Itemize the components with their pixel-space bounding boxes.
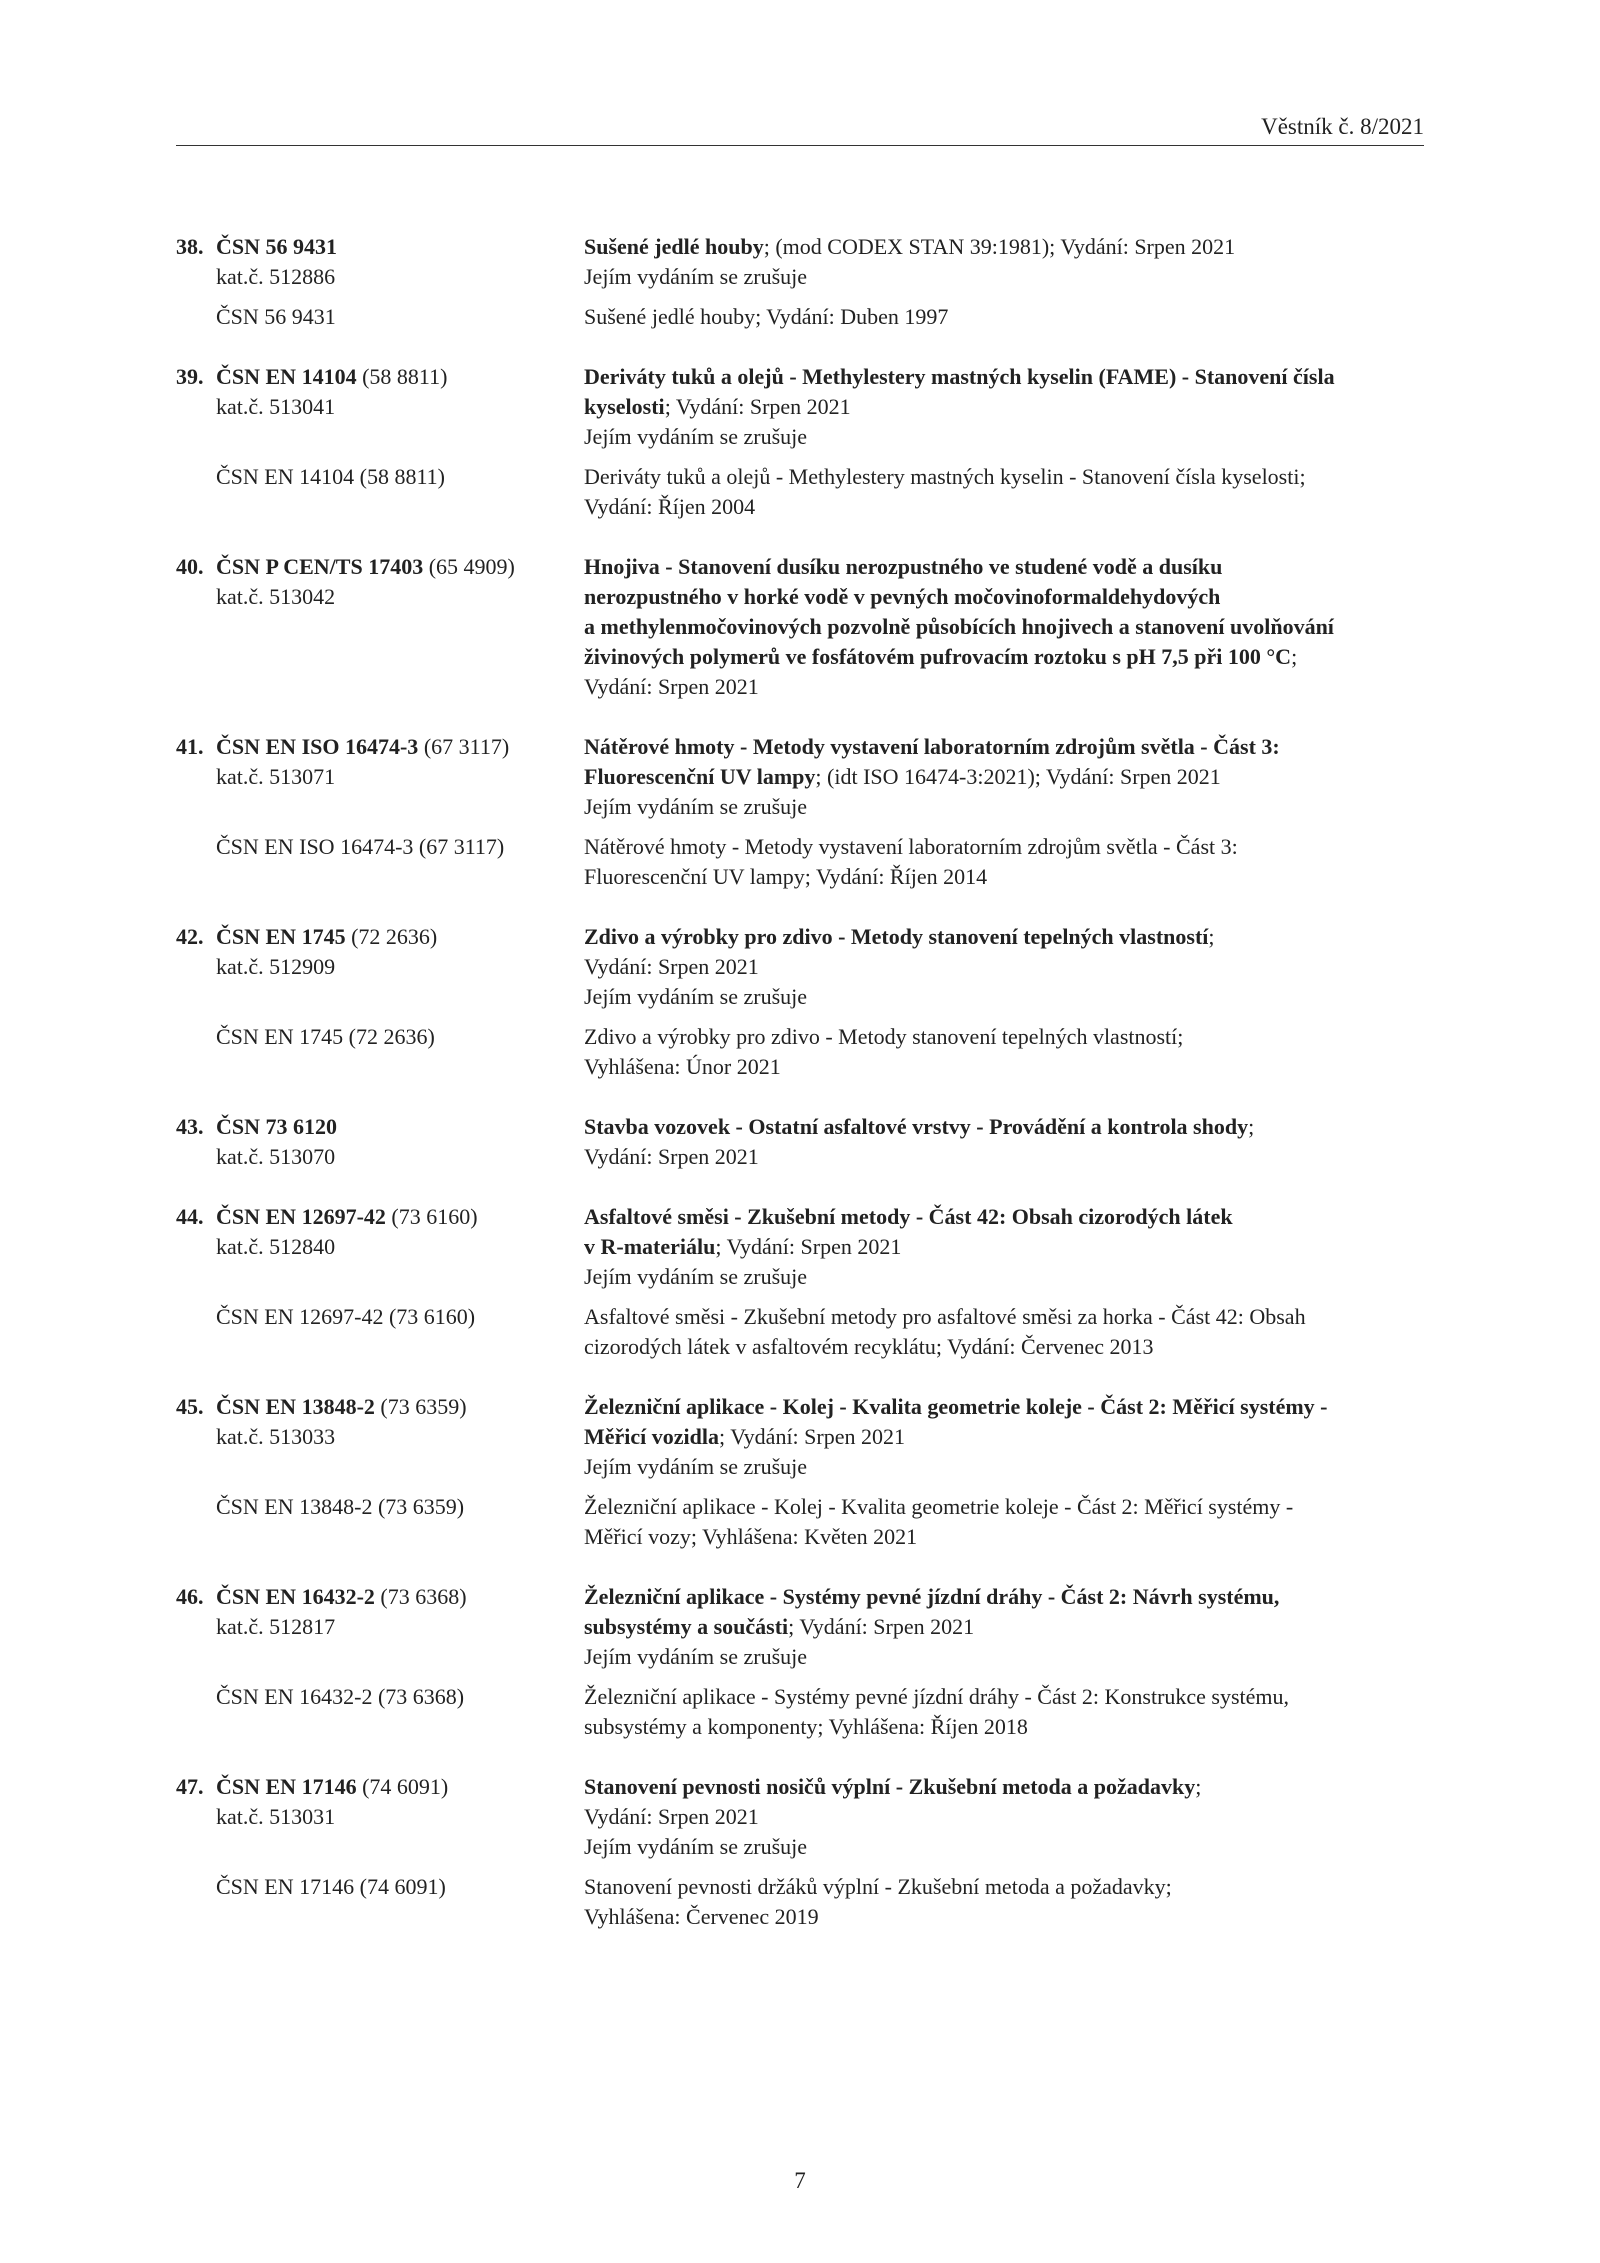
standard-id-column [176, 552, 584, 702]
standard-code-line [176, 552, 584, 582]
standard-entry [176, 732, 1424, 892]
superseded-title-column [584, 1872, 1424, 1932]
title-details: ; (idt ISO 16474-3:2021); Vydání: Srpen 2021 [815, 764, 1221, 789]
new-standard-block [176, 732, 1424, 822]
superseded-standard-block [176, 1682, 1424, 1742]
standard-title: živinových polymerů ve fosfátovém pufrovacím roztoku s pH 7,5 při 100 °C [584, 644, 1292, 669]
catalog-number: kat.č. 513041 [216, 394, 336, 419]
superseded-title-line: Železniční aplikace - Kolej - Kvalita geometrie koleje - Část 2: Měřicí systémy - [584, 1494, 1294, 1519]
superseded-title-line: Měřicí vozy; Vyhlášena: Květen 2021 [584, 1524, 918, 1549]
superseded-title-column [584, 832, 1424, 892]
entry-number: 43. [176, 1114, 204, 1139]
superseded-id-column [176, 1492, 584, 1552]
entry-number: 39. [176, 364, 204, 389]
classification-code: (72 2636) [345, 924, 438, 949]
cancellation-note: Jejím vydáním se zrušuje [584, 794, 808, 819]
standard-entry [176, 1392, 1424, 1552]
title-line [584, 362, 1424, 392]
catalog-number: kat.č. 513033 [216, 1424, 336, 1449]
classification-code: (73 6368) [374, 1584, 467, 1609]
entry-number: 46. [176, 1584, 204, 1609]
title-line [584, 1612, 1424, 1642]
standard-title-column [584, 1202, 1424, 1292]
title-line [584, 1112, 1424, 1142]
standard-code: ČSN EN 14104 [216, 364, 357, 389]
issue-date: Vydání: Srpen 2021 [584, 954, 759, 979]
superseded-title-column [584, 1302, 1424, 1362]
title-details: ; [1291, 644, 1298, 669]
header-rule [176, 145, 1424, 146]
standard-code-line [176, 232, 584, 262]
cancellation-note: Jejím vydáním se zrušuje [584, 1834, 808, 1859]
superseded-code: ČSN EN 1745 (72 2636) [216, 1024, 435, 1049]
new-standard-block [176, 232, 1424, 292]
superseded-standard-block [176, 302, 1424, 332]
catalog-number: kat.č. 512817 [216, 1614, 336, 1639]
title-line [584, 582, 1424, 612]
standard-title: Železniční aplikace - Systémy pevné jízdní dráhy - Část 2: Návrh systému, [584, 1584, 1280, 1609]
standard-title-column [584, 362, 1424, 452]
standard-code: ČSN EN 12697-42 [216, 1204, 386, 1229]
standard-code-line [176, 1392, 584, 1422]
standard-id-column [176, 1392, 584, 1482]
classification-code: (73 6359) [374, 1394, 467, 1419]
standard-code: ČSN EN 13848-2 [216, 1394, 375, 1419]
standard-title-column [584, 1392, 1424, 1482]
new-standard-block [176, 922, 1424, 1012]
standard-title: Zdivo a výrobky pro zdivo - Metody stanovení tepelných vlastností [584, 924, 1209, 949]
standard-title: Asfaltové směsi - Zkušební metody - Část 42: Obsah cizorodých látek [584, 1204, 1233, 1229]
standard-code: ČSN 56 9431 [216, 234, 338, 259]
superseded-code: ČSN EN 12697-42 (73 6160) [216, 1304, 476, 1329]
classification-code: (73 6160) [385, 1204, 478, 1229]
standard-title-column [584, 552, 1424, 702]
title-line [584, 552, 1424, 582]
title-details: ; [1195, 1774, 1202, 1799]
cancellation-note: Jejím vydáním se zrušuje [584, 1644, 808, 1669]
classification-code: (74 6091) [356, 1774, 449, 1799]
entry-number: 47. [176, 1774, 204, 1799]
title-details: ; (mod CODEX STAN 39:1981); Vydání: Srpen 2021 [763, 234, 1236, 259]
superseded-id-column [176, 1872, 584, 1932]
superseded-title-column [584, 302, 1424, 332]
standard-title: Měřicí vozidla [584, 1424, 720, 1449]
superseded-title-line: Fluorescenční UV lampy; Vydání: Říjen 2014 [584, 864, 988, 889]
catalog-number: kat.č. 513071 [216, 764, 336, 789]
standard-id-column [176, 362, 584, 452]
title-details: ; [1208, 924, 1215, 949]
superseded-id-column [176, 462, 584, 522]
title-details: ; Vydání: Srpen 2021 [664, 394, 851, 419]
superseded-title-line: cizorodých látek v asfaltovém recyklátu; Vydání: Červenec 2013 [584, 1334, 1154, 1359]
superseded-standard-block [176, 462, 1424, 522]
catalog-number: kat.č. 513070 [216, 1144, 336, 1169]
superseded-title-line: Nátěrové hmoty - Metody vystavení laboratorním zdrojům světla - Část 3: [584, 834, 1238, 859]
title-line [584, 642, 1424, 672]
catalog-number: kat.č. 513031 [216, 1804, 336, 1829]
superseded-id-column [176, 832, 584, 892]
standard-title: Fluorescenční UV lampy [584, 764, 816, 789]
new-standard-block [176, 552, 1424, 702]
standard-code-line [176, 1112, 584, 1142]
entry-number: 41. [176, 734, 204, 759]
title-line [584, 922, 1424, 952]
standard-title-column [584, 922, 1424, 1012]
standard-code-line [176, 1202, 584, 1232]
superseded-title-line: subsystémy a komponenty; Vyhlášena: Říjen 2018 [584, 1714, 1028, 1739]
new-standard-block [176, 362, 1424, 452]
superseded-id-column [176, 1022, 584, 1082]
catalog-number: kat.č. 512840 [216, 1234, 336, 1259]
title-details: ; [1248, 1114, 1255, 1139]
superseded-title-line: Sušené jedlé houby; Vydání: Duben 1997 [584, 304, 949, 329]
superseded-standard-block [176, 832, 1424, 892]
superseded-title-line: Vyhlášena: Únor 2021 [584, 1054, 781, 1079]
new-standard-block [176, 1202, 1424, 1292]
standard-code: ČSN 73 6120 [216, 1114, 338, 1139]
superseded-standard-block [176, 1302, 1424, 1362]
standard-code: ČSN EN 1745 [216, 924, 346, 949]
superseded-title-line: Zdivo a výrobky pro zdivo - Metody stanovení tepelných vlastností; [584, 1024, 1184, 1049]
cancellation-note: Jejím vydáním se zrušuje [584, 424, 808, 449]
superseded-code: ČSN EN 13848-2 (73 6359) [216, 1494, 465, 1519]
superseded-standard-block [176, 1022, 1424, 1082]
title-line [584, 1202, 1424, 1232]
standard-title-column [584, 1582, 1424, 1672]
standard-title: Železniční aplikace - Kolej - Kvalita geometrie koleje - Část 2: Měřicí systémy - [584, 1394, 1328, 1419]
page-number: 7 [794, 2168, 806, 2193]
standard-title-column [584, 232, 1424, 292]
superseded-title-line: Stanovení pevnosti držáků výplní - Zkušební metoda a požadavky; [584, 1874, 1172, 1899]
issue-date: Vydání: Srpen 2021 [584, 1804, 759, 1829]
title-line [584, 1582, 1424, 1612]
superseded-id-column [176, 1682, 584, 1742]
superseded-code: ČSN 56 9431 [216, 304, 336, 329]
standard-entry [176, 232, 1424, 332]
superseded-standard-block [176, 1872, 1424, 1932]
standard-entry [176, 922, 1424, 1082]
superseded-title-column [584, 462, 1424, 522]
classification-code: (65 4909) [423, 554, 515, 579]
title-details: ; Vydání: Srpen 2021 [719, 1424, 905, 1449]
superseded-code: ČSN EN 17146 (74 6091) [216, 1874, 446, 1899]
superseded-title-line: Vyhlášena: Červenec 2019 [584, 1904, 819, 1929]
superseded-title-column [584, 1492, 1424, 1552]
new-standard-block [176, 1392, 1424, 1482]
standard-title: v R-materiálu [584, 1234, 716, 1259]
issue-date: Vydání: Srpen 2021 [584, 674, 759, 699]
entry-number: 38. [176, 234, 204, 259]
standard-title: nerozpustného v horké vodě v pevných močovinoformaldehydových [584, 584, 1221, 609]
title-line [584, 392, 1424, 422]
standard-code-line [176, 362, 584, 392]
standard-code-line [176, 922, 584, 952]
standard-title-column [584, 1772, 1424, 1862]
standard-code-line [176, 1772, 584, 1802]
standard-code: ČSN EN 16432-2 [216, 1584, 375, 1609]
standard-title: kyselosti [584, 394, 665, 419]
standard-title-column [584, 1112, 1424, 1172]
superseded-id-column [176, 1302, 584, 1362]
standard-entry [176, 1582, 1424, 1742]
standard-code: ČSN EN ISO 16474-3 [216, 734, 419, 759]
catalog-number: kat.č. 512886 [216, 264, 336, 289]
title-line [584, 612, 1424, 642]
title-line [584, 1772, 1424, 1802]
issue-date: Vydání: Srpen 2021 [584, 1144, 759, 1169]
superseded-title-line: Deriváty tuků a olejů - Methylestery mastných kyselin - Stanovení čísla kyselosti; [584, 464, 1306, 489]
catalog-number: kat.č. 512909 [216, 954, 336, 979]
standard-title: Stanovení pevnosti nosičů výplní - Zkušební metoda a požadavky [584, 1774, 1196, 1799]
standard-id-column [176, 732, 584, 822]
superseded-title-column [584, 1682, 1424, 1742]
standard-id-column [176, 1112, 584, 1172]
superseded-code: ČSN EN 14104 (58 8811) [216, 464, 445, 489]
cancellation-note: Jejím vydáním se zrušuje [584, 1454, 808, 1479]
new-standard-block [176, 1772, 1424, 1862]
bulletin-header: Věstník č. 8/2021 [1261, 114, 1424, 139]
entry-number: 40. [176, 554, 204, 579]
superseded-title-column [584, 1022, 1424, 1082]
superseded-standard-block [176, 1492, 1424, 1552]
classification-code: (67 3117) [418, 734, 510, 759]
standard-code: ČSN P CEN/TS 17403 [216, 554, 424, 579]
cancellation-note: Jejím vydáním se zrušuje [584, 264, 808, 289]
new-standard-block [176, 1112, 1424, 1172]
standard-entry [176, 362, 1424, 522]
title-line [584, 232, 1424, 262]
classification-code: (58 8811) [356, 364, 448, 389]
superseded-id-column [176, 302, 584, 332]
standard-id-column [176, 1202, 584, 1292]
standard-code-line [176, 1582, 584, 1612]
title-line [584, 1422, 1424, 1452]
standard-title: Stavba vozovek - Ostatní asfaltové vrstvy - Provádění a kontrola shody [584, 1114, 1249, 1139]
entry-number: 44. [176, 1204, 204, 1229]
superseded-code: ČSN EN ISO 16474-3 (67 3117) [216, 834, 505, 859]
standard-entry [176, 1772, 1424, 1932]
title-details: ; Vydání: Srpen 2021 [788, 1614, 975, 1639]
standard-title: subsystémy a součásti [584, 1614, 789, 1639]
standard-id-column [176, 1772, 584, 1862]
standard-entry [176, 1202, 1424, 1362]
standard-entry [176, 552, 1424, 702]
standard-title: Hnojiva - Stanovení dusíku nerozpustného ve studené vodě a dusíku [584, 554, 1223, 579]
superseded-title-line: Asfaltové směsi - Zkušební metody pro asfaltové směsi za horka - Část 42: Obsah [584, 1304, 1306, 1329]
standard-title: a methylenmočovinových pozvolně působících hnojivech a stanovení uvolňování [584, 614, 1334, 639]
standard-id-column [176, 922, 584, 1012]
new-standard-block [176, 1582, 1424, 1672]
superseded-title-line: Železniční aplikace - Systémy pevné jízdní dráhy - Část 2: Konstrukce systému, [584, 1684, 1290, 1709]
catalog-number: kat.č. 513042 [216, 584, 336, 609]
entry-number: 45. [176, 1394, 204, 1419]
standard-code: ČSN EN 17146 [216, 1774, 357, 1799]
cancellation-note: Jejím vydáním se zrušuje [584, 984, 808, 1009]
title-line [584, 1392, 1424, 1422]
standard-title: Deriváty tuků a olejů - Methylestery mastných kyselin (FAME) - Stanovení čísla [584, 364, 1335, 389]
standard-code-line [176, 732, 584, 762]
standard-title-column [584, 732, 1424, 822]
standard-entry [176, 1112, 1424, 1172]
superseded-title-line: Vydání: Říjen 2004 [584, 494, 756, 519]
title-line [584, 762, 1424, 792]
superseded-code: ČSN EN 16432-2 (73 6368) [216, 1684, 465, 1709]
title-line [584, 1232, 1424, 1262]
standard-id-column [176, 232, 584, 292]
entry-number: 42. [176, 924, 204, 949]
standards-list [176, 232, 1424, 1962]
standard-title: Nátěrové hmoty - Metody vystavení laboratorním zdrojům světla - Část 3: [584, 734, 1280, 759]
cancellation-note: Jejím vydáním se zrušuje [584, 1264, 808, 1289]
standard-id-column [176, 1582, 584, 1672]
standard-title: Sušené jedlé houby [584, 234, 764, 259]
title-details: ; Vydání: Srpen 2021 [715, 1234, 902, 1259]
title-line [584, 732, 1424, 762]
